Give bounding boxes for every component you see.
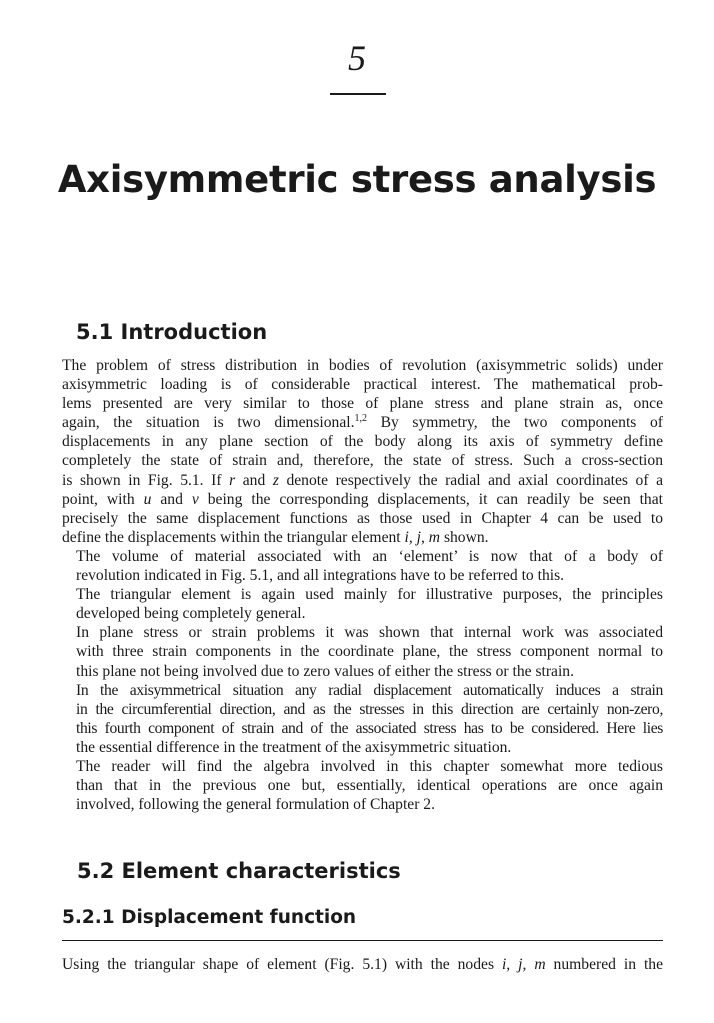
symbol-r: r [229,471,236,489]
text-line: lems presented are very similar to those of plane stress and plane strain as, once [62,395,663,413]
text-fragment: being the corresponding displacements, it can readily be seen that [198,490,663,508]
text-line: In the axisymmetrical situation any radial displacement automatically induces a strain [76,681,663,699]
text-line: this fourth component of strain and of the associated stress has to be considered. Here lies [76,719,663,737]
paragraph-2 [62,547,663,585]
text-fragment: numbered in the [545,956,663,973]
text-fragment: shown. [440,528,489,546]
text-line: than that in the previous one but, essentially, identical operations are once again [76,777,663,795]
introduction-body [62,356,663,814]
element-nodes: i, j, m [404,528,441,546]
text-line: with three strain components in the coordinate plane, the stress component normal to [76,643,663,661]
paragraph-5 [62,681,663,757]
text-fragment: By symmetry, the two components of [366,414,663,432]
section-heading-introduction: 5.1 Introduction [76,320,268,344]
displacement-body [62,955,663,974]
text-line: The reader will find the algebra involved in this chapter somewhat more tedious [76,757,663,775]
text-fragment: Using the triangular shape of element (Fig. 5.1) with the nodes [62,956,502,973]
symbol-z: z [272,471,279,489]
text-line: this plane not being involved due to zero values of either the stress or the strain. [76,662,575,680]
paragraph-7 [62,955,663,974]
text-line [62,490,663,509]
text-line: the essential difference in the treatment of the axisymmetric situation. [76,738,512,756]
element-nodes: i, j, m [501,956,546,973]
section-heading-element-characteristics: 5.2 Element characteristics [77,859,401,883]
text-line: The problem of stress distribution in bodies of revolution (axisymmetric solids) under [62,357,663,374]
chapter-number-rule [330,93,386,95]
text-fragment: and [151,490,192,508]
text-line: displacements in any plane section of the body along its axis of symmetry define [62,433,663,451]
chapter-number: 5 [348,38,366,78]
text-line: precisely the same displacement functions as those used in Chapter 4 can be used to [62,509,663,527]
text-line: involved, following the general formulation of Chapter 2. [76,796,435,814]
text-line [62,471,663,490]
text-fragment: again, the situation is two dimensional. [62,414,355,432]
text-line: completely the state of strain and, therefore, the state of stress. Such a cross-section [62,452,663,470]
text-line: developed being completely general. [76,605,306,623]
text-fragment: denote respectively the radial and axial coordinates of a [278,471,663,489]
text-fragment: is shown in Fig. 5.1. If [62,471,230,489]
text-line [62,528,663,547]
text-line: In plane stress or strain problems it was shown that internal work was associated [76,624,663,642]
paragraph-1 [62,356,663,547]
subsection-heading-displacement-function: 5.2.1 Displacement function [62,907,357,928]
subsection-rule [62,940,663,941]
text-fragment: point, with [62,490,144,508]
symbol-v: v [191,490,199,508]
text-fragment: define the displacements within the triangular element [62,528,405,546]
text-line: in the circumferential direction, and as the stresses in this direction are certainly non-zero, [76,700,663,718]
text-line: The volume of material associated with an ‘element’ is now that of a body of [76,547,663,565]
text-line [62,413,663,432]
paragraph-3 [62,585,663,623]
text-line [62,955,663,974]
symbol-u: u [143,490,152,508]
text-line: axisymmetric loading is of considerable practical interest. The mathematical prob- [62,376,663,394]
paragraph-4 [62,623,663,680]
chapter-title: Axisymmetric stress analysis [57,158,657,201]
text-line: revolution indicated in Fig. 5.1, and all integrations have to be referred to this. [76,567,565,585]
text-line: The triangular element is again used mainly for illustrative purposes, the principles [76,586,663,604]
citation-superscript: 1,2 [354,413,367,425]
text-fragment: and [235,471,273,489]
paragraph-6 [62,757,663,814]
